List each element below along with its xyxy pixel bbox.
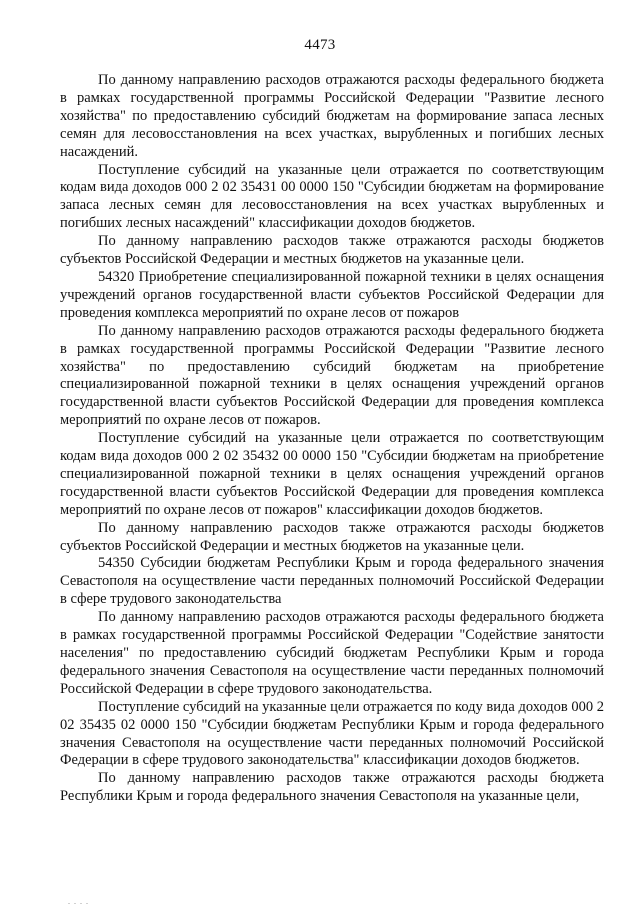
paragraph: По данному направлению расходов также отражаются расходы бюджетов субъектов Российской Федерации и местных бюджетов на указанные цели.: [60, 233, 604, 268]
paragraph: По данному направлению расходов отражаются расходы федерального бюджета в рамках государственной программы Российской Федерации "Содействие занятости населения" по предоставлению субсидий бюджетам Республики Крым и города федерального значения Севастополя на осуществление части переданных полномочий Российской Федерации в сфере трудового законодательства.: [60, 609, 604, 697]
paragraph: Поступление субсидий на указанные цели отражается по соответствующим кодам вида доходов 000 2 02 35432 00 0000 150 "Субсидии бюджетам на приобретение специализированной пожарной техники в целях оснащения учреждений органов государственной власти субъектов Российской Федерации для проведения комплекса мероприятий по охране лесов от пожаров" классификации доходов бюджетов.: [60, 430, 604, 518]
paragraph: По данному направлению расходов также отражаются расходы бюджета Республики Крым и города федерального значения Севастополя на указанные цели,: [60, 770, 604, 805]
page-number: 4473: [304, 37, 336, 53]
paragraph: По данному направлению расходов также отражаются расходы бюджетов субъектов Российской Федерации и местных бюджетов на указанные цели.: [60, 519, 604, 554]
section-heading-54350: 54350 Субсидии бюджетам Республики Крым и города федерального значения Севастополя на осуществление части переданных полномочий Российской Федерации в сфере трудового законодательства: [60, 555, 604, 608]
paragraph: По данному направлению расходов отражаются расходы федерального бюджета в рамках государственной программы Российской Федерации "Развитие лесного хозяйства" по предоставлению субсидий бюджетам на формирование запаса лесных семян для лесовосстановления на всех участках, вырубленных и погибших лесных насаждений.: [60, 72, 604, 160]
paragraph: Поступление субсидий на указанные цели отражается по коду вида доходов 000 2 02 35435 02 0000 150 "Субсидии бюджетам Республики Крым и города федерального значения Севастополя на осуществление части переданных полномочий Российской Федерации в сфере трудового законодательства" классификации доходов бюджетов.: [60, 698, 604, 769]
paragraph: Поступление субсидий на указанные цели отражается по соответствующим кодам вида доходов 000 2 02 35431 00 0000 150 "Субсидии бюджетам на формирование запаса лесных семян для лесовосстановления на всех участках вырубленных и погибших лесных насаждений" классификации доходов бюджетов.: [60, 161, 604, 232]
section-heading-54320: 54320 Приобретение специализированной пожарной техники в целях оснащения учреждений органов государственной власти субъектов Российской Федерации для проведения комплекса мероприятий по охране лесов от пожаров: [60, 268, 604, 321]
document-body: [60, 72, 604, 806]
paragraph: По данному направлению расходов отражаются расходы федерального бюджета в рамках государственной программы Российской Федерации "Развитие лесного хозяйства" по предоставлению субсидий бюджетам на приобретение специализированной пожарной техники в целях оснащения учреждений органов государственной власти субъектов Российской Федерации для проведения комплекса мероприятий по охране лесов от пожаров.: [60, 322, 604, 429]
scan-artifact-mark: . . . .: [68, 897, 89, 906]
